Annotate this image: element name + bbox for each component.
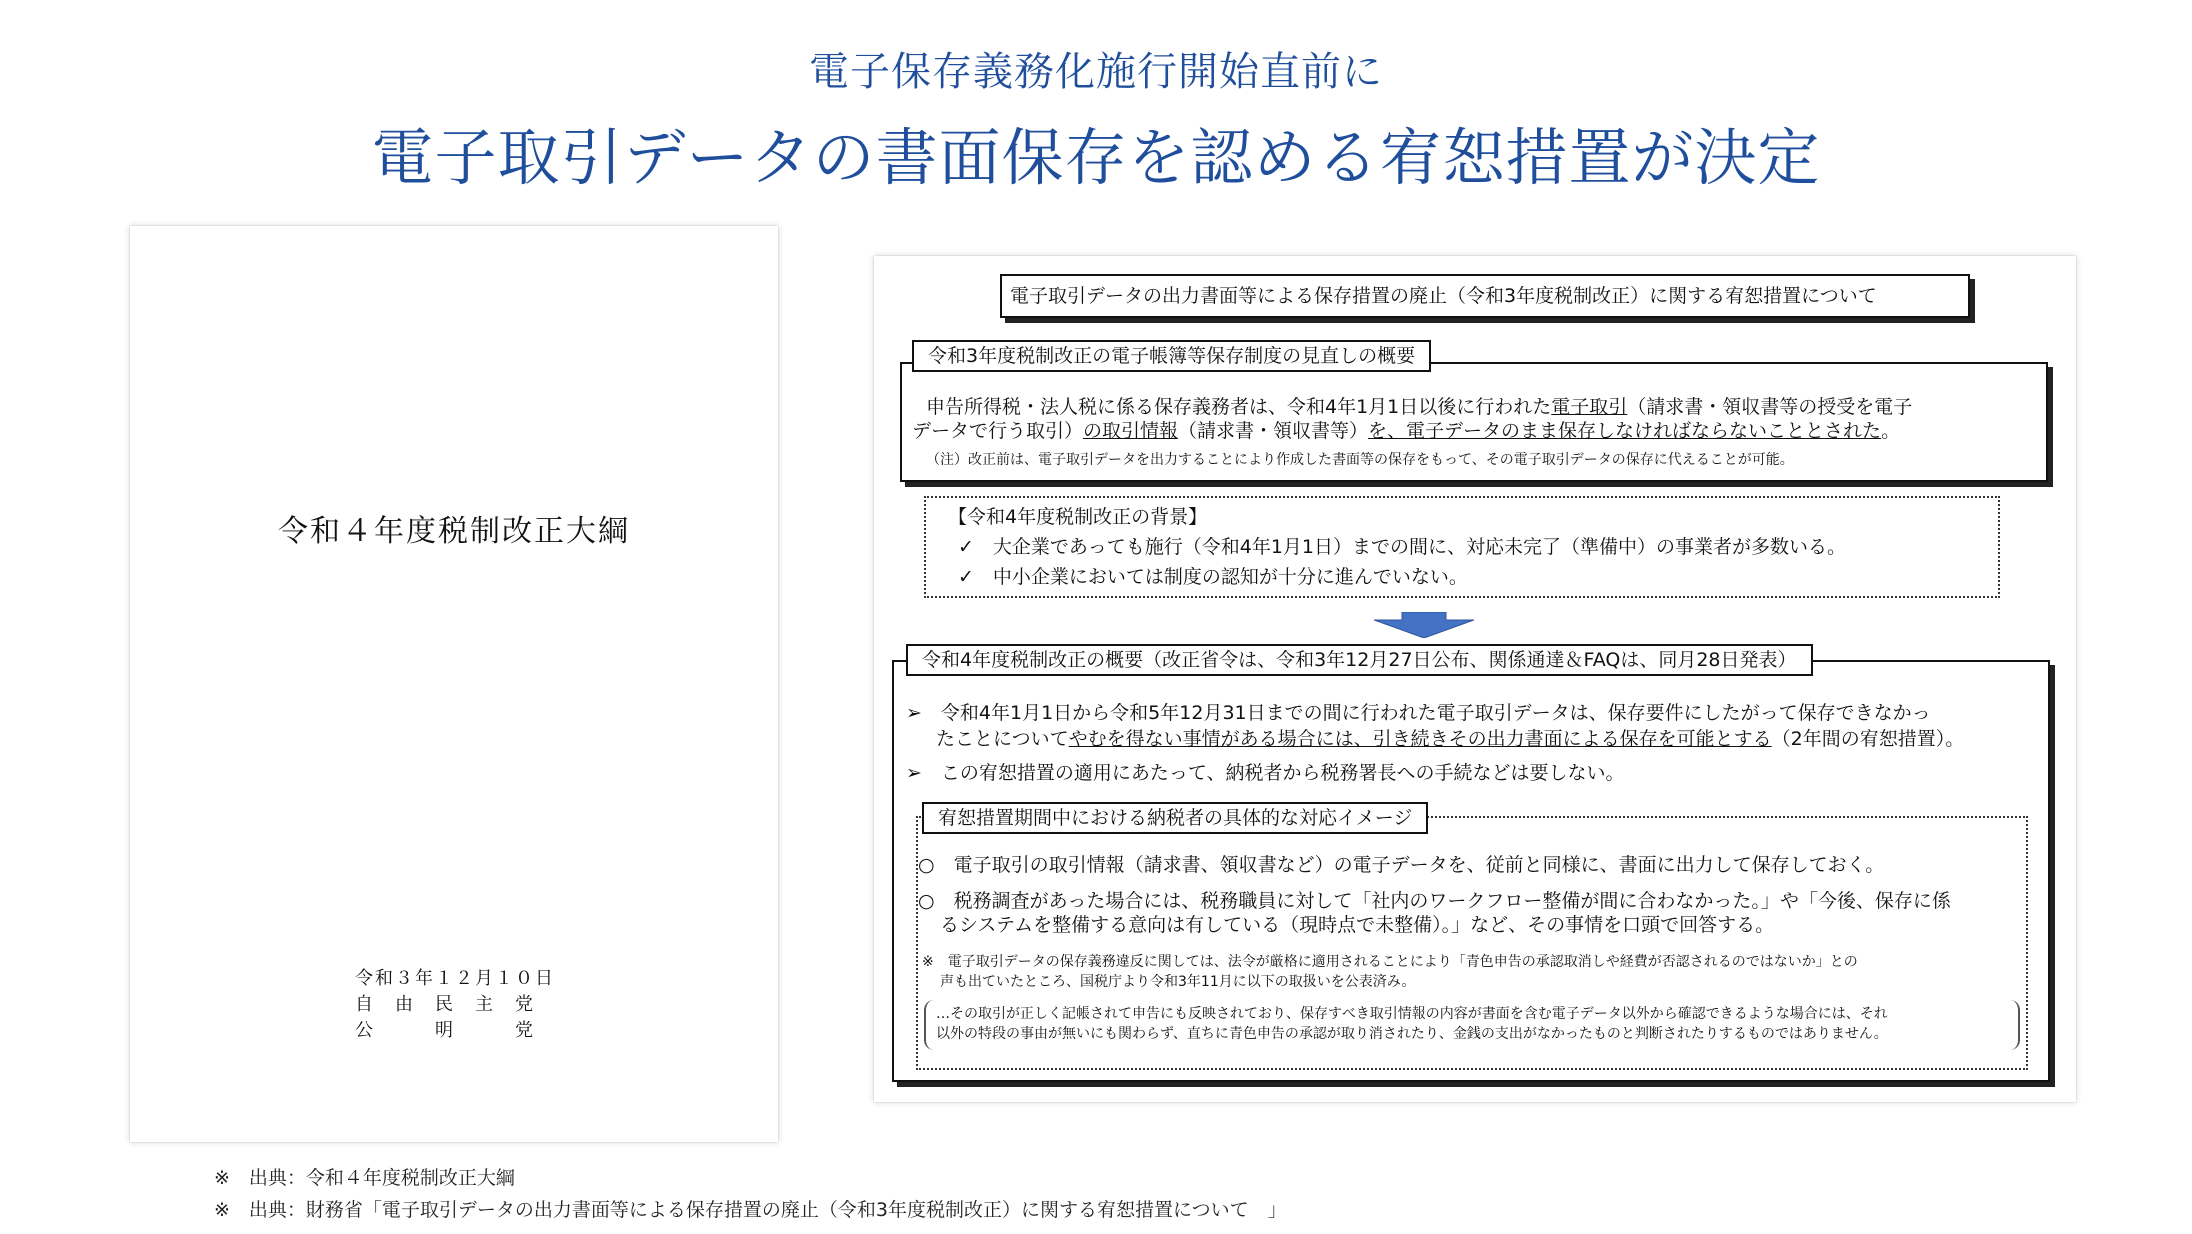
grace-measure-document <box>874 256 2076 1102</box>
source-footnotes <box>214 1162 1287 1226</box>
section2-label: 令和4年度税制改正の概要（改正省令は、令和3年12月27日公布、関係通達＆FAQは、同月28日発表） <box>906 644 1813 676</box>
section1-line1: 申告所得税・法人税に係る保存義務者は、令和4年1月1日以後に行われた電子取引（請求書・領収書等の授受を電子 <box>926 396 1913 418</box>
section2-box <box>892 660 2050 1082</box>
footnote-2: ※ 出典：財務省「電子取引データの出力書面等による保存措置の廃止（令和3年度税制改正）に関する宥恕措置について 」 <box>214 1199 1287 1221</box>
background-item-2: ✓ 中小企業においては制度の認知が十分に進んでいない。 <box>958 566 1468 588</box>
inner-item-2-line1: ○ 税務調査があった場合には、税務職員に対して「社内のワークフロー整備が間に合わなかった。」や「今後、保存に係 <box>918 890 1951 912</box>
document-header: 電子取引データの出力書面等による保存措置の廃止（令和3年度税制改正）に関する宥恕措置について <box>1010 285 1877 307</box>
quote-box <box>924 1000 2020 1050</box>
slide-subtitle: 電子保存義務化施行開始直前に <box>809 49 1383 95</box>
outline-meta <box>355 966 555 1044</box>
section1-line2: データで行う取引）の取引情報（請求書・領収書等）を、電子データのまま保存しなければならないこととされた。 <box>912 420 1901 442</box>
slide-title: 電子取引データの書面保存を認める宥恕措置が決定 <box>371 121 1821 194</box>
inner-label: 宥恕措置期間中における納税者の具体的な対応イメージ <box>922 802 1428 834</box>
inner-note-line1: ※ 電子取引データの保存義務違反に関しては、法令が厳格に適用されることにより「青色申告の承認取消しや経費が否認されるのではないか」との <box>922 954 1858 970</box>
background-label: 【令和4年度税制改正の背景】 <box>948 506 1208 528</box>
inner-item-2-line2: るシステムを整備する意向は有している（現時点で未整備）。」など、その事情を口頭で回答する。 <box>940 914 1775 936</box>
inner-box <box>916 816 2028 1070</box>
section2-bullet1-line1: ➢ 令和4年1月1日から令和5年12月31日までの間に行われた電子取引データは、保存要件にしたがって保存できなかっ <box>906 702 1931 724</box>
footnote-1: ※ 出典：令和４年度税制改正大綱 <box>214 1167 515 1189</box>
quote-line2: 以外の特段の事由が無いにも関わらず、直ちに青色申告の承認が取り消されたり、金銭の支出がなかったものと判断されたりするものではありません。 <box>936 1026 1888 1042</box>
inner-item-1: ○ 電子取引の取引情報（請求書、領収書など）の電子データを、従前と同様に、書面に出力して保存しておく。 <box>918 854 1885 876</box>
background-item-1: ✓ 大企業であっても施行（令和4年1月1日）までの間に、対応未完了（準備中）の事業者が多数いる。 <box>958 536 1846 558</box>
down-arrow-icon <box>1374 612 1474 638</box>
outline-party-komeito: 公 明 党 <box>355 1020 535 1041</box>
section1-note: （注）改正前は、電子取引データを出力することにより作成した書面等の保存をもって、その電子取引データの保存に代えることが可能。 <box>926 452 1794 468</box>
section2-bullet2: ➢ この宥恕措置の適用にあたって、納税者から税務署長への手続などは要しない。 <box>906 762 1625 784</box>
outline-party-ldp: 自 由 民 主 党 <box>355 994 535 1015</box>
outline-date: 令和３年１２月１０日 <box>355 968 555 989</box>
outline-title: 令和４年度税制改正大綱 <box>278 514 630 549</box>
section1-label: 令和3年度税制改正の電子帳簿等保存制度の見直しの概要 <box>912 340 1431 372</box>
document-header-box <box>1000 274 1970 318</box>
quote-line1: …その取引が正しく記帳されて申告にも反映されており、保存すべき取引情報の内容が書面を含む電子データ以外から確認できるような場合には、それ <box>936 1006 1888 1022</box>
tax-reform-outline-page <box>130 226 778 1142</box>
section1-box <box>900 362 2048 482</box>
inner-note-line2: 声も出ていたところ、国税庁より令和3年11月に以下の取扱いを公表済み。 <box>940 974 1416 990</box>
background-box <box>924 496 2000 598</box>
section2-bullet1-line2: たことについてやむを得ない事情がある場合には、引き続きその出力書面による保存を可能とする（2年間の宥恕措置）。 <box>936 728 1965 750</box>
